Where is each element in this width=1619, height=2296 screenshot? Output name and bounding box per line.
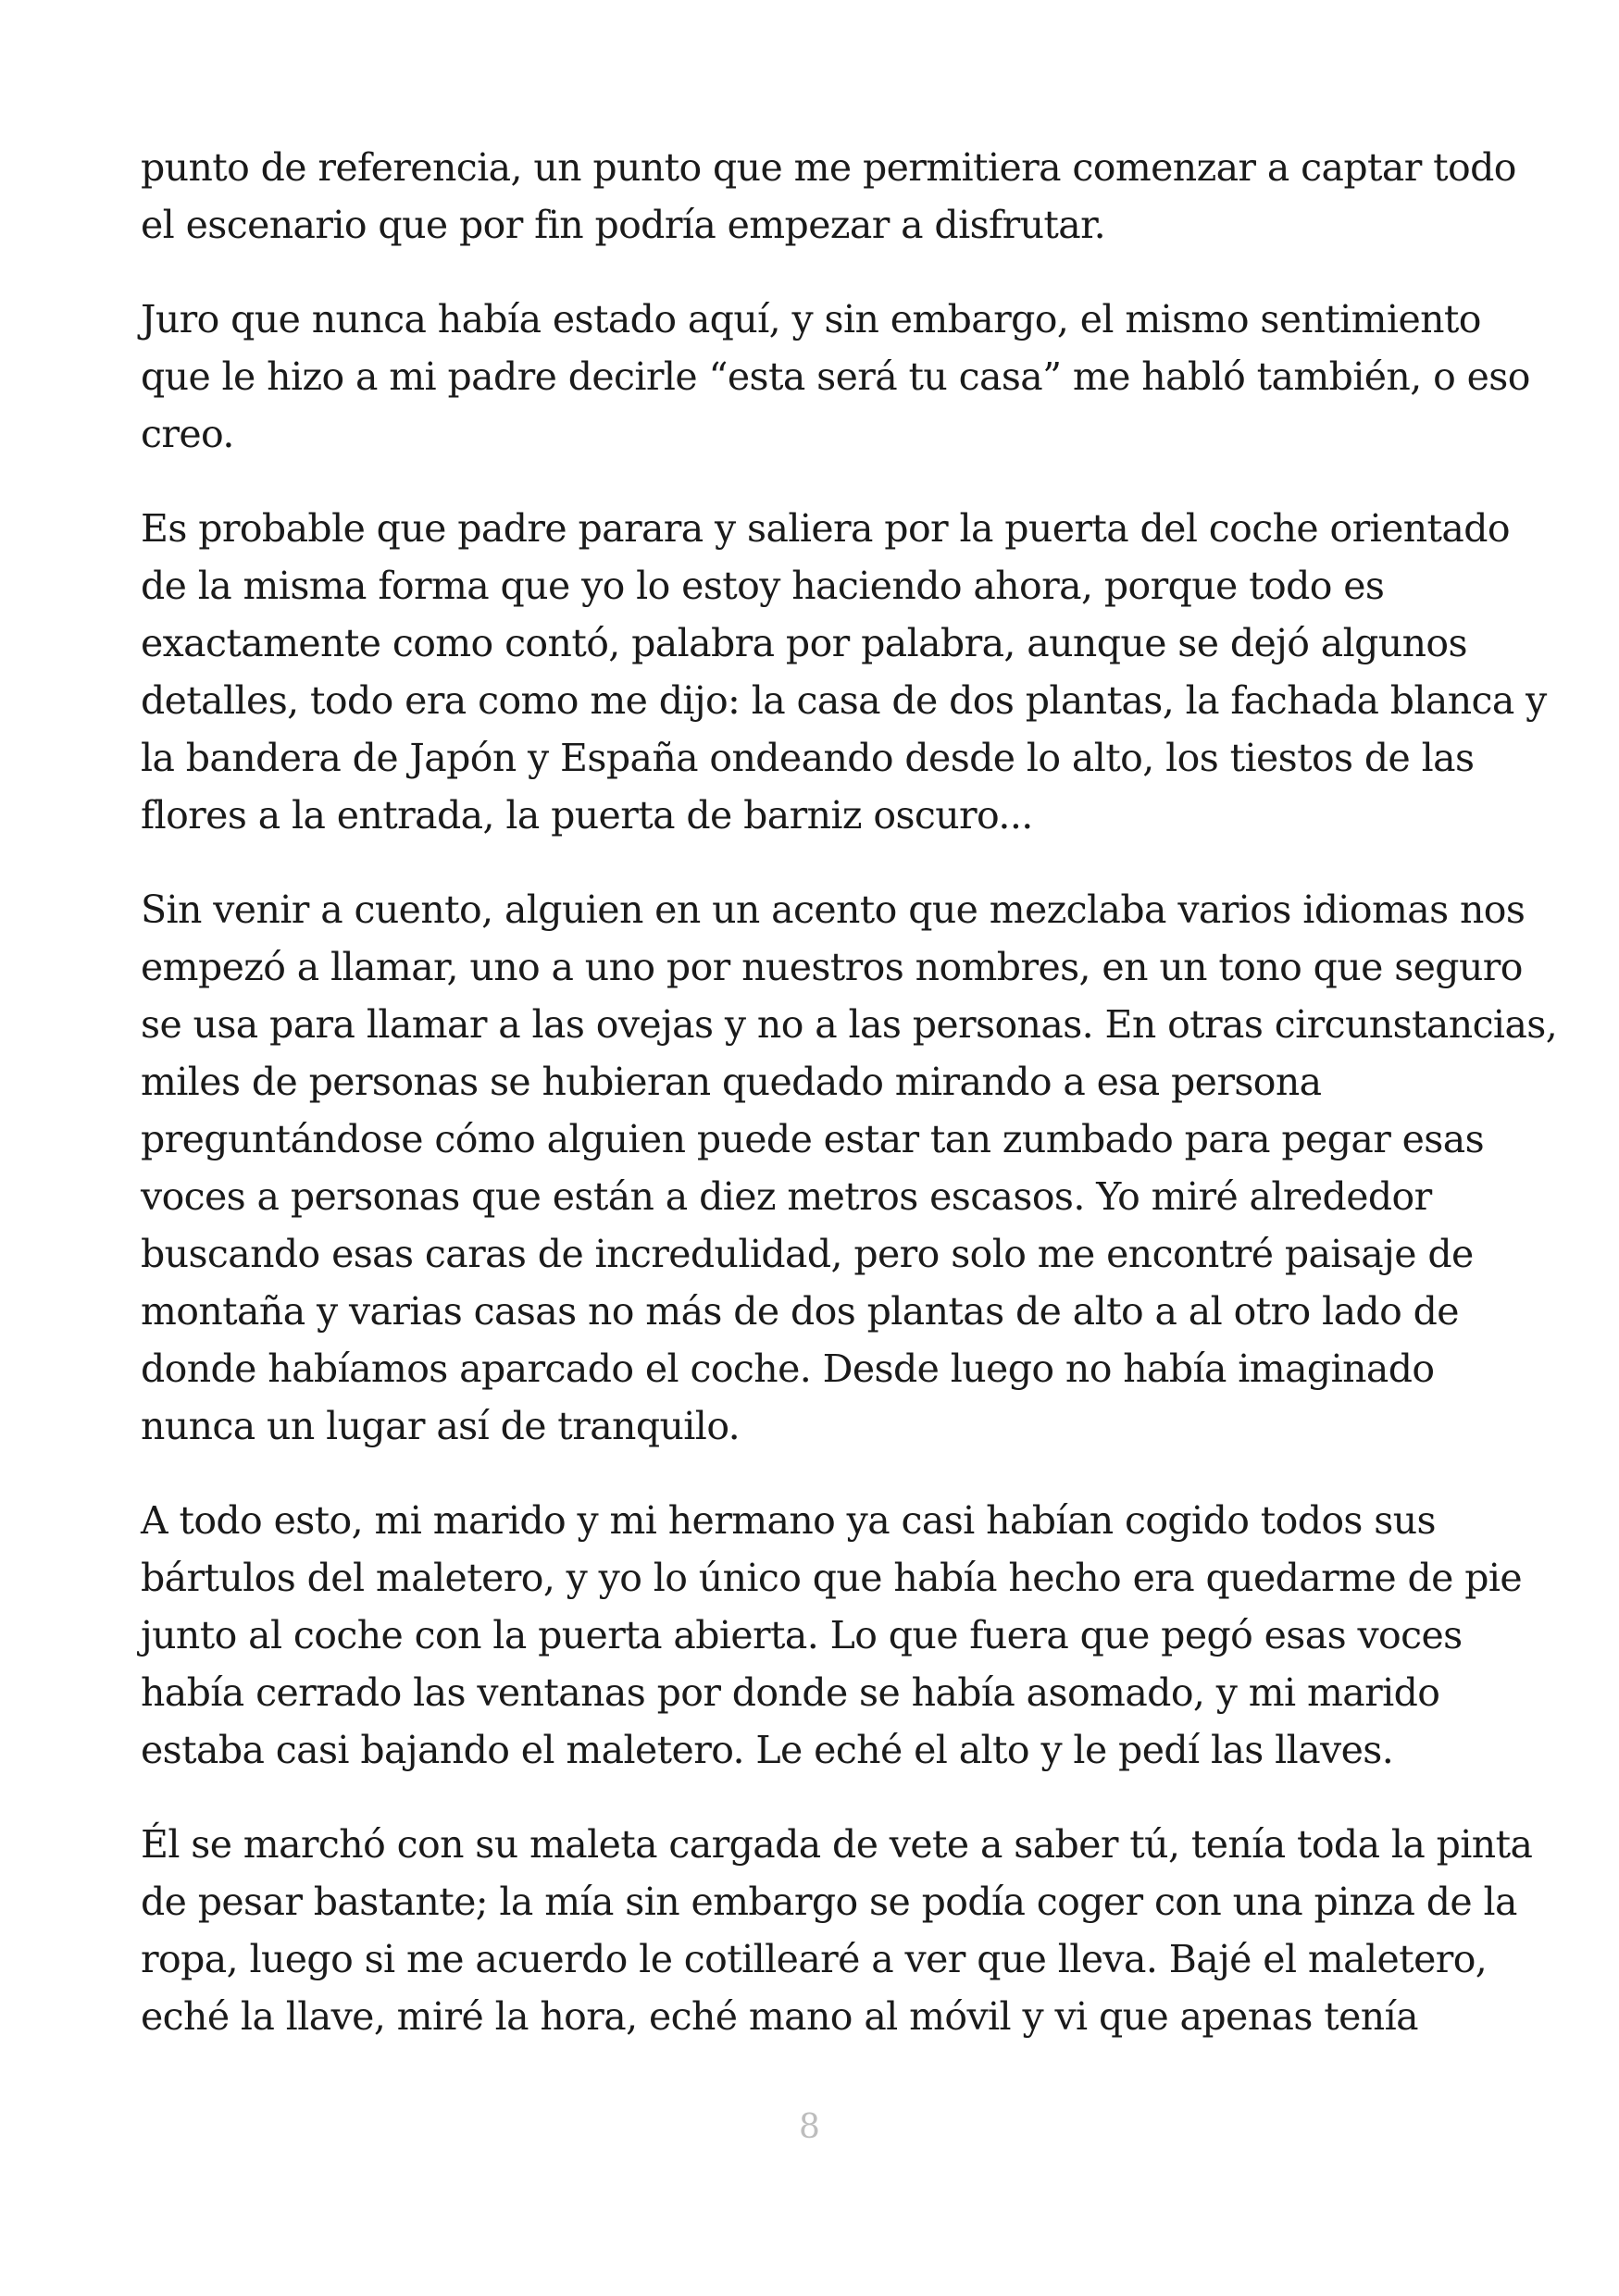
text-line: de pesar bastante; la mía sin embargo se podía coger con una pinza de la (141, 1880, 1517, 1924)
text-line: la bandera de Japón y España ondeando desde lo alto, los tiestos de las (141, 736, 1475, 780)
text-line: Juro que nunca había estado aquí, y sin embargo, el mismo sentimiento (141, 297, 1481, 341)
text-line: junto al coche con la puerta abierta. Lo que fuera que pegó esas voces (141, 1613, 1463, 1657)
paragraph-3 (141, 500, 1547, 844)
text-line: el escenario que por fin podría empezar a disfrutar. (141, 203, 1106, 247)
text-line: que le hizo a mi padre decirle “esta será tu casa” me habló también, o eso (141, 354, 1530, 399)
paragraph-6 (141, 1816, 1533, 2045)
text-line: preguntándose cómo alguien puede estar tan zumbado para pegar esas (141, 1117, 1485, 1161)
text-line: exactamente como contó, palabra por palabra, aunque se dejó algunos (141, 621, 1467, 665)
text-line: detalles, todo era como me dijo: la casa de dos plantas, la fachada blanca y (141, 678, 1547, 723)
text-line: miles de personas se hubieran quedado mirando a esa persona (141, 1060, 1322, 1104)
page-body (141, 139, 1558, 2082)
text-line: había cerrado las ventanas por donde se había asomado, y mi marido (141, 1670, 1440, 1715)
text-line: ropa, luego si me acuerdo le cotillearé a ver que lleva. Bajé el maletero, (141, 1937, 1488, 1981)
paragraph-1 (141, 139, 1516, 254)
paragraph-2 (141, 291, 1530, 463)
paragraph-5 (141, 1492, 1523, 1779)
text-line: Él se marchó con su maleta cargada de vete a saber tú, tenía toda la pinta (141, 1822, 1533, 1867)
paragraph-4 (141, 881, 1558, 1455)
text-line: bártulos del maletero, y yo lo único que había hecho era quedarme de pie (141, 1556, 1523, 1600)
text-line: empezó a llamar, uno a uno por nuestros nombres, en un tono que seguro (141, 945, 1523, 989)
text-line: nunca un lugar así de tranquilo. (141, 1404, 741, 1448)
text-line: A todo esto, mi marido y mi hermano ya casi habían cogido todos sus (141, 1498, 1436, 1543)
text-line: Es probable que padre parara y saliera por la puerta del coche orientado (141, 506, 1511, 551)
text-line: eché la llave, miré la hora, eché mano al móvil y vi que apenas tenía (141, 1994, 1418, 2039)
text-line: se usa para llamar a las ovejas y no a las personas. En otras circunstancias, (141, 1002, 1558, 1047)
text-line: de la misma forma que yo lo estoy haciendo ahora, porque todo es (141, 564, 1385, 608)
text-line: Sin venir a cuento, alguien en un acento que mezclaba varios idiomas nos (141, 887, 1526, 932)
page-number: 8 (799, 2108, 820, 2146)
text-line: montaña y varias casas no más de dos plantas de alto a al otro lado de (141, 1289, 1459, 1334)
text-line: donde habíamos aparcado el coche. Desde luego no había imaginado (141, 1347, 1435, 1391)
text-line: punto de referencia, un punto que me permitiera comenzar a captar todo (141, 145, 1516, 190)
text-line: creo. (141, 412, 234, 456)
text-line: voces a personas que están a diez metros escasos. Yo miré alrededor (141, 1174, 1432, 1219)
text-line: flores a la entrada, la puerta de barniz oscuro... (141, 793, 1033, 838)
text-line: buscando esas caras de incredulidad, pero solo me encontré paisaje de (141, 1232, 1474, 1276)
text-line: estaba casi bajando el maletero. Le eché el alto y le pedí las llaves. (141, 1728, 1394, 1772)
